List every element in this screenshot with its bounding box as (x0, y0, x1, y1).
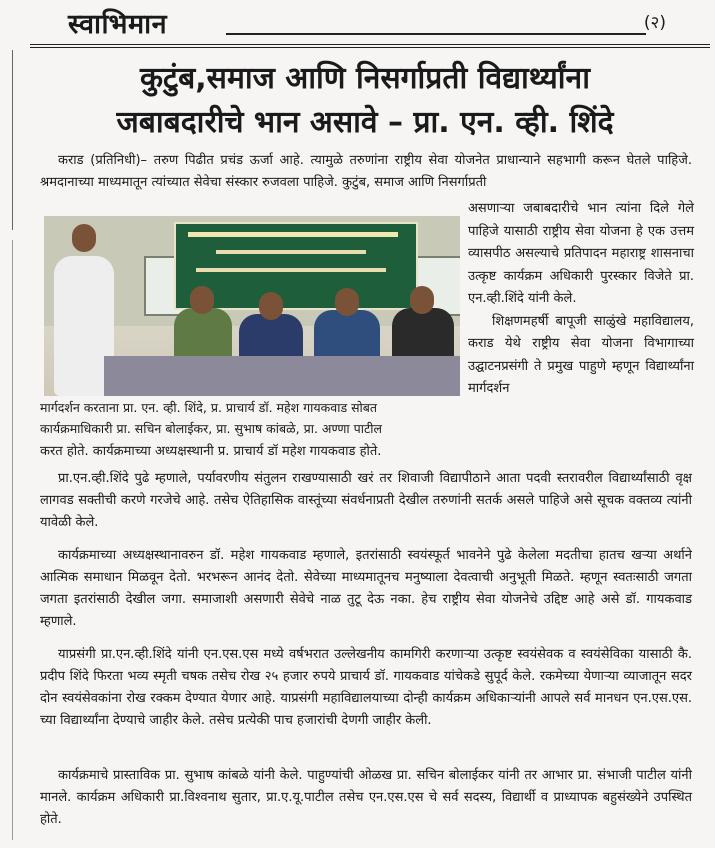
body-paragraph-4: याप्रसंगी प्रा.एन.व्ही.शिंदे यांनी एन.एस.एस मध्ये वर्षभरात उल्लेखनीय कामगिरी करणाऱ्या उत्कृष्ट स्वयंसेवक व स्वयंसेविका यासाठी कै. प्रदीप शिंदे फिरता भव्य स्मृती चषक तसेच रोख २५ हजार रुपये प्राचार्य डॉ. गायकवाड यांचेकडे सुपूर्द केले. रकमेच्या येणाऱ्या व्याजातून सदर दोन स्वयंसेवकांना रोख रक्कम देण्यात येणार आहे. याप्रसंगी महाविद्यालयाच्या दोन्ही कार्यक्रम अधिकाऱ्यांनी आपले सर्व मानधन एन.एस.एस. च्या विद्यार्थ्यांना देण्याचे जाहीर केले. तसेच प्रत्येकी पाच हजारांची देणगी जाहीर केली. (40, 647, 692, 728)
headline-line-2: जबाबदारीचे भान असावे – प्रा. एन. व्ही. शिंदे (116, 105, 614, 140)
intro-paragraph: कराड (प्रतिनिधी)– तरुण पिढीत प्रचंड ऊर्जा आहे. त्यामुळे तरुणांना राष्ट्रीय सेवा योजनेत प्राधान्याने सहभागी करून घेतले पाहिजे. श्रमदानाच्या माध्यमातून त्यांच्यात सेवेचा संस्कार रुजवला पाहिजे. कुटुंब, समाज आणि निसर्गाप्रती (40, 153, 692, 190)
photo-table (104, 356, 460, 396)
masthead (30, 0, 710, 48)
event-photo (44, 216, 460, 396)
photo-caption (40, 397, 460, 439)
page-number: (२) (643, 13, 666, 33)
right-column-paragraph-2: शिक्षणमहर्षी बापूजी साळुंखे महाविद्यालय, कराड येथे राष्ट्रीय सेवा योजना विभागाच्या उद्घाटनप्रसंगी ते प्रमुख पाहुणे म्हणून विद्यार्थ्यांना मार्गदर्शन (468, 313, 694, 396)
left-column-border (0, 50, 13, 230)
body-paragraph-1: करत होते. कार्यक्रमाच्या अध्यक्षस्थानी प्र. प्राचार्य डॉ महेश गायकवाड होते. (40, 444, 382, 459)
body-paragraph-5: कार्यक्रमाचे प्रास्ताविक प्रा. सुभाष कांबळे यांनी केले. पाहुण्यांची ओळख प्रा. सचिन बोलाईकर यांनी तर आभार प्रा. संभाजी पाटील यांनी मानले. कार्यक्रम अधिकारी प्रा.विश्वनाथ सुतार, प्रा.ए.यू.पाटील तसेच एन.एस.एस चे सर्व सदस्य, विद्यार्थी व प्राध्यापक बहुसंख्येने उपस्थित होते. (40, 768, 692, 827)
caption-line-1: मार्गदर्शन करताना प्रा. एन. व्ही. शिंदे, प्र. प्राचार्य डॉ. महेश गायकवाड सोबत (40, 400, 378, 415)
left-column-border-lower (0, 240, 13, 840)
caption-line-2: कार्यक्रमाधिकारी प्रा. सचिन बोलाईकर, प्रा. सुभाष कांबळे, प्रा. अण्णा पाटील (40, 421, 382, 436)
headline-line-1: कुटुंब,समाज आणि निसर्गाप्रती विद्यार्थ्यांना (140, 61, 590, 96)
body-paragraph-2: प्रा.एन.व्ही.शिंदे पुढे म्हणाले, पर्यावरणीय संतुलन राखण्यासाठी खरं तर शिवाजी विद्यापीठाने आता पदवी स्तरावरील विद्यार्थ्यांसाठी वृक्ष लागवड सक्तीची करणे गरजेचे आहे. तसेच ऐतिहासिक वास्तूंच्या संवर्धनाप्रती देखील तरुणांनी सतर्क असले पाहिजे असे सूचक वक्तव्य त्यांनी यावेळी केले. (40, 471, 692, 530)
body-paragraph-3: कार्यक्रमाच्या अध्यक्षस्थानावरुन डॉ. महेश गायकवाड म्हणाले, इतरांसाठी स्वयंस्फूर्त भावनेने पुढे केलेला मदतीचा हातच खऱ्या अर्थाने आत्मिक समाधान मिळवून देतो. भरभरून आनंद देतो. सेवेच्या माध्यमातूनच मनुष्याला देवत्वाची अनुभूती मिळते. म्हणून स्वतःसाठी जगता जगता इतरांसाठी देखील जगा. समाजाशी असणारी सेवेचे नाळ तुटू देऊ नका. हेच राष्ट्रीय सेवा योजनेचे उद्दिष्ट आहे असे डॉ. गायकवाड म्हणाले. (40, 548, 692, 629)
photo-speaker-head (72, 224, 96, 252)
right-column (468, 198, 694, 401)
masthead-rule (226, 33, 646, 35)
right-column-paragraph-1: असणाऱ्या जबाबदारीचे भान त्यांना दिले गेले पाहिजे यासाठी राष्ट्रीय सेवा योजना हे एक उत्तम व्यासपीठ असल्याचे प्रतिपादन महाराष्ट्र शासनाचा उत्कृष्ट कार्यक्रम अधिकारी पुरस्कार विजेते प्रा. एन.व्ही.शिंदे यांनी केले. (468, 201, 694, 306)
newspaper-name: स्वाभिमान (68, 9, 168, 40)
